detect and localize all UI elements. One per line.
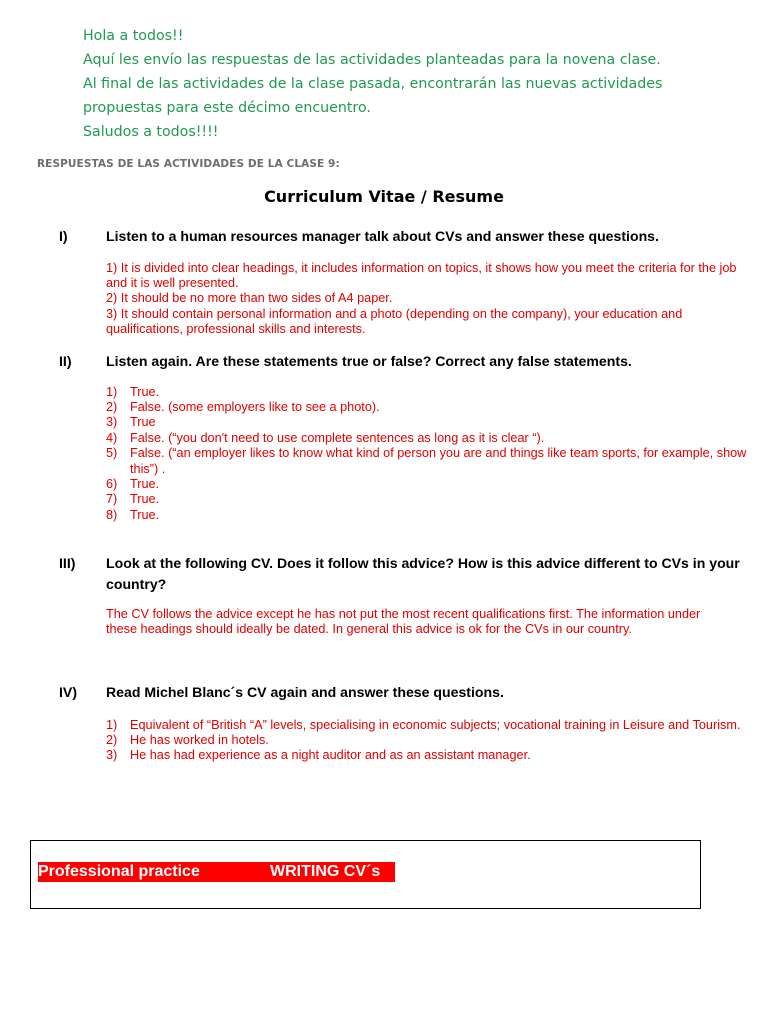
section-question: Listen to a human resources manager talk about CVs and answer these questions. <box>106 228 659 244</box>
answer-item <box>106 718 749 733</box>
section-heading <box>59 682 749 703</box>
professional-practice-banner <box>38 862 395 882</box>
answer-item <box>106 477 749 492</box>
answer-item <box>106 385 749 400</box>
section-heading <box>59 553 749 594</box>
item-number: 5) <box>106 446 118 461</box>
item-text: True. <box>130 507 160 522</box>
greeting-line: Saludos a todos!!!! <box>83 123 219 140</box>
answer-item <box>106 415 749 430</box>
section-number: IV) <box>59 684 78 700</box>
section-number: II) <box>59 353 72 369</box>
greeting-line: Hola a todos!! <box>83 28 184 44</box>
item-number: 2) <box>106 399 118 414</box>
item-text: True. <box>130 384 160 399</box>
item-text: False. (“you don't need to use complete sentences as long as it is clear “). <box>130 430 545 445</box>
item-text: False. (some employers like to see a photo). <box>130 399 380 414</box>
banner-label: Professional practice <box>38 863 200 880</box>
section-number: III) <box>59 555 76 571</box>
item-text: True. <box>130 476 160 491</box>
document-title: Curriculum Vitae / Resume <box>264 187 504 206</box>
item-text: He has had experience as a night auditor and as an assistant manager. <box>130 748 531 763</box>
answer-item <box>106 733 749 748</box>
item-number: 8) <box>106 507 118 522</box>
section-heading <box>59 226 749 247</box>
section-question: Look at the following CV. Does it follow this advice? How is this advice different to CVs in your country? <box>106 555 740 592</box>
greeting-message <box>83 25 743 145</box>
answer-item <box>106 748 749 763</box>
greeting-line: Al final de las actividades de la clase pasada, encontrarán las nuevas actividades <box>83 75 663 92</box>
item-text: Equivalent of “British “A” levels, specialising in economic subjects; vocational training in Leisure and Tourism. <box>130 717 741 732</box>
section-number: I) <box>59 228 68 244</box>
greeting-line: propuestas para este décimo encuentro. <box>83 99 371 116</box>
answer-paragraph: The CV follows the advice except he has not put the most recent qualifications first. The information under these headings should ideally be dated. In general this advice is ok for the CVs in our country. <box>106 607 701 637</box>
greeting-line: Aquí les envío las respuestas de las actividades planteadas para la novena clase. <box>83 51 661 68</box>
item-number: 3) <box>106 415 118 430</box>
answer-list <box>106 718 749 764</box>
section-question: Read Michel Blanc´s CV again and answer these questions. <box>106 684 504 700</box>
item-number: 1) <box>106 384 118 399</box>
item-text: He has worked in hotels. <box>130 732 269 747</box>
item-text: False. (“an employer likes to know what kind of person you are and things like team sports, for example, show this”) . <box>130 446 747 476</box>
professional-practice-box <box>30 840 701 909</box>
item-text: True. <box>130 492 160 507</box>
item-text: True <box>130 415 156 430</box>
answer-item <box>106 446 749 477</box>
item-number: 3) <box>106 748 118 763</box>
item-number: 1) <box>106 717 118 732</box>
answer-item: 3) It should contain personal information and a photo (depending on the company), your education and qualifications, professional skills and interests. <box>106 306 683 337</box>
answer-item <box>106 508 749 523</box>
answer-item: 2) It should be no more than two sides of A4 paper. <box>106 291 393 306</box>
answer-item <box>106 492 749 507</box>
answer-list <box>106 385 749 524</box>
item-number: 2) <box>106 732 118 747</box>
item-number: 6) <box>106 476 118 491</box>
section-heading <box>59 351 749 372</box>
answer-list <box>106 261 749 338</box>
section-1 <box>59 226 749 338</box>
responses-title: RESPUESTAS DE LAS ACTIVIDADES DE LA CLASE 9: <box>37 158 340 170</box>
item-number: 4) <box>106 430 118 445</box>
item-number: 7) <box>106 492 118 507</box>
answer-item: 1) It is divided into clear headings, it includes information on topics, it shows how you meet the criteria for the job and it is well presented. <box>106 260 737 290</box>
banner-writing-cvs: WRITING CV´s <box>270 863 381 880</box>
section-question: Listen again. Are these statements true or false? Correct any false statements. <box>106 353 632 369</box>
section-2 <box>59 351 749 523</box>
answer-item <box>106 400 749 415</box>
section-3 <box>59 553 749 638</box>
answer-item <box>106 431 749 446</box>
section-4 <box>59 682 749 764</box>
